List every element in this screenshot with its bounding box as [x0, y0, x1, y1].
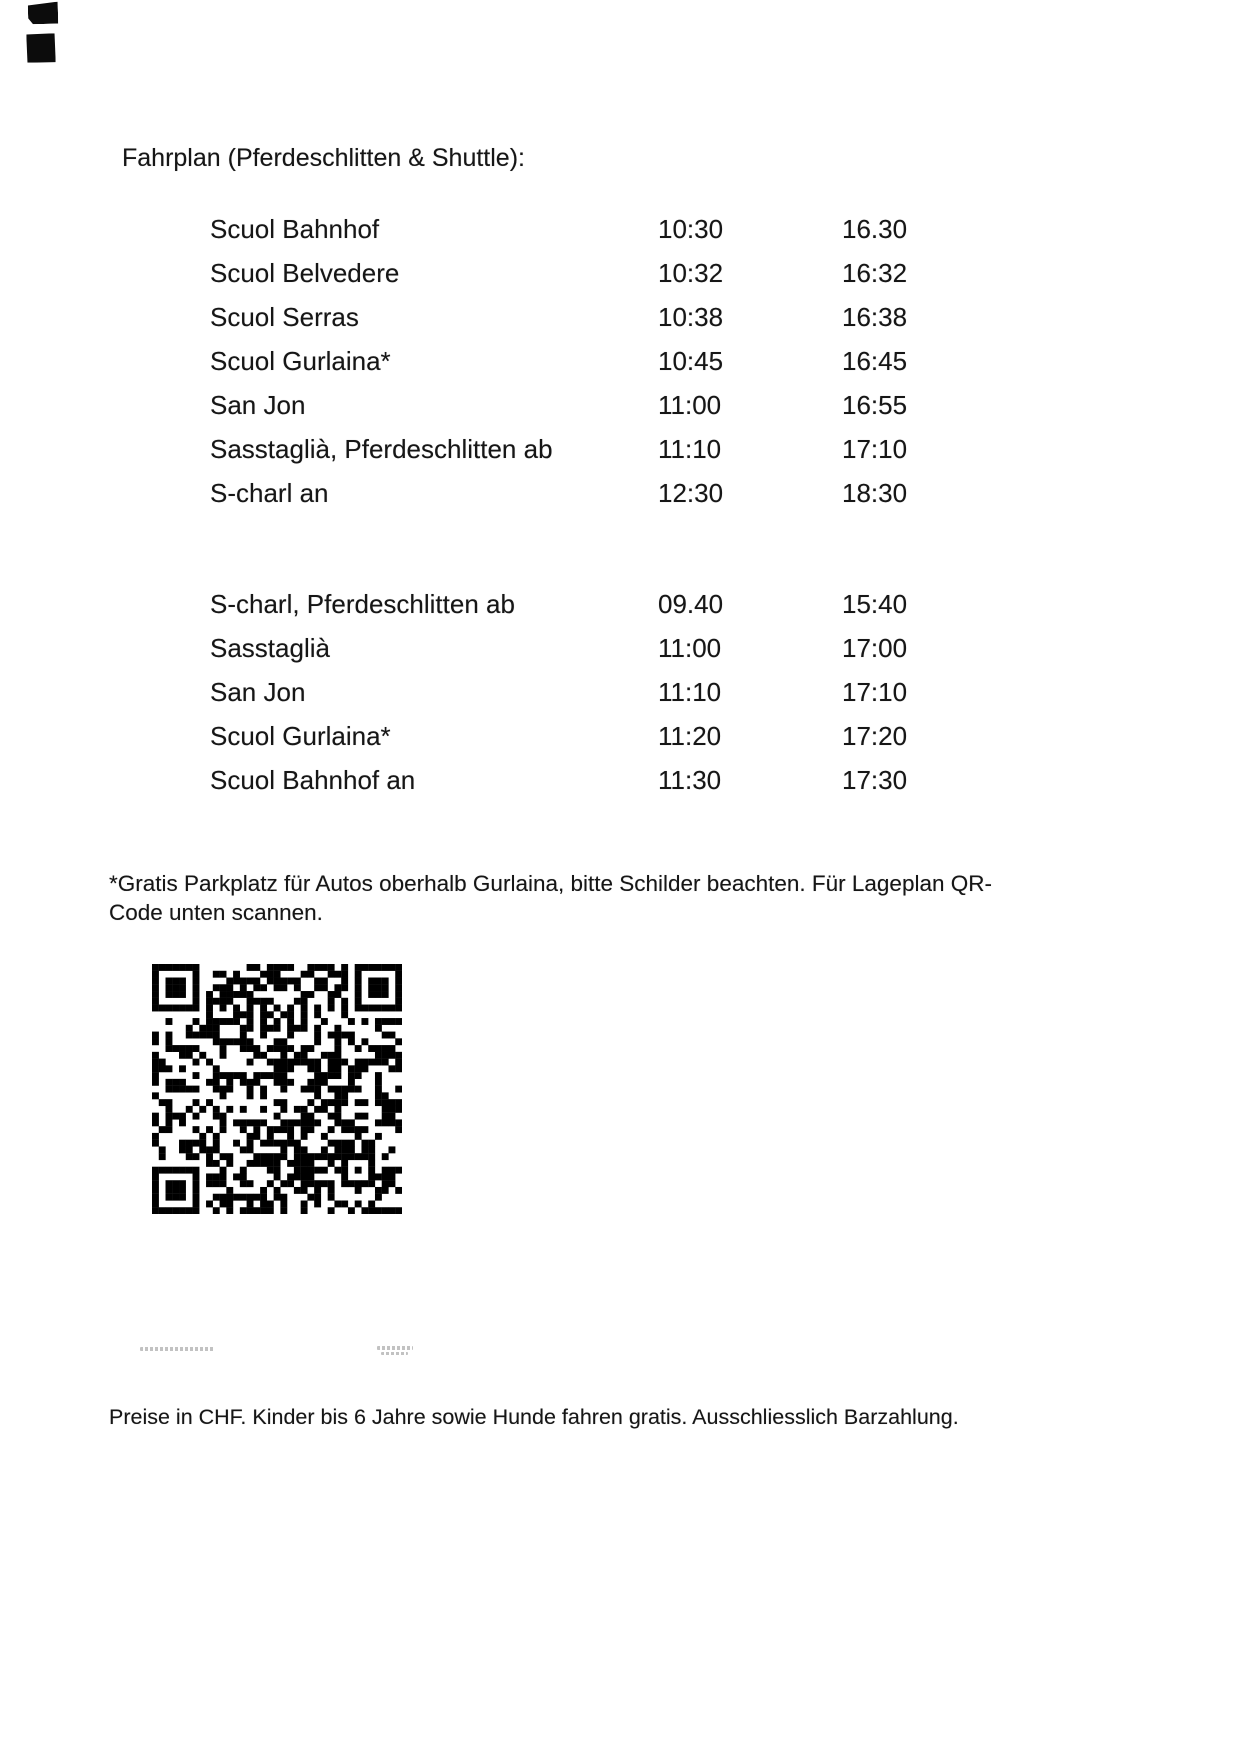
table-row	[0, 670, 1239, 714]
stop-label: S-charl, Pferdeschlitten ab	[210, 589, 515, 619]
time-run2: 16.30	[842, 214, 908, 244]
time-run2: 17:30	[842, 765, 908, 795]
stop-label: Scuol Bahnhof	[210, 214, 380, 244]
fine-print-artifact-left	[140, 1347, 214, 1351]
time-run1: 11:30	[658, 765, 722, 795]
time-run2: 17:10	[842, 434, 908, 464]
time-run2: 15:40	[842, 589, 908, 619]
time-run1: 11:10	[658, 677, 722, 707]
time-run2: 16:45	[842, 346, 908, 376]
time-run1: 11:00	[658, 633, 722, 663]
qr-code	[152, 964, 402, 1214]
table-row	[0, 714, 1239, 758]
time-run2: 16:55	[842, 390, 908, 420]
time-run2: 16:38	[842, 302, 908, 332]
stop-label: Scuol Gurlaina*	[210, 721, 391, 751]
stop-label: Scuol Belvedere	[210, 258, 400, 288]
parking-note-line1: *Gratis Parkplatz für Autos oberhalb Gurlaina, bitte Schilder beachten. Für Lageplan QR-	[109, 871, 992, 896]
time-run1: 09.40	[658, 589, 724, 619]
time-run1: 10:32	[658, 258, 724, 288]
fine-print-artifact-right-line1	[377, 1346, 413, 1350]
time-run2: 17:20	[842, 721, 908, 751]
time-run1: 11:10	[658, 434, 722, 464]
time-run2: 17:00	[842, 633, 908, 663]
table-row	[0, 471, 1239, 515]
time-run1: 11:00	[658, 390, 722, 420]
stop-label: Sasstaglià, Pferdeschlitten ab	[210, 434, 553, 464]
time-run2: 18:30	[842, 478, 908, 508]
time-run1: 12:30	[658, 478, 724, 508]
table-row	[0, 626, 1239, 670]
stop-label: Scuol Gurlaina*	[210, 346, 391, 376]
time-run1: 10:38	[658, 302, 724, 332]
stop-label: San Jon	[210, 677, 306, 707]
table-row	[0, 207, 1239, 251]
time-run1: 11:20	[658, 721, 722, 751]
time-run1: 10:30	[658, 214, 724, 244]
table-row	[0, 427, 1239, 471]
stop-label: San Jon	[210, 390, 306, 420]
parking-note	[109, 869, 1139, 927]
table-row	[0, 758, 1239, 802]
pricing-note: Preise in CHF. Kinder bis 6 Jahre sowie Hunde fahren gratis. Ausschliesslich Barzahlung.	[109, 1405, 959, 1429]
table-row	[0, 339, 1239, 383]
stop-label: S-charl an	[210, 478, 329, 508]
scan-artifact-mark-bottom	[26, 33, 57, 64]
stop-label: Sasstaglià	[210, 633, 330, 663]
table-row	[0, 582, 1239, 626]
timetable-outbound	[0, 207, 1239, 515]
stop-label: Scuol Bahnhof an	[210, 765, 416, 795]
table-row	[0, 251, 1239, 295]
table-row	[0, 295, 1239, 339]
scan-artifact-mark-top	[28, 2, 59, 25]
fine-print-artifact-right-line2	[381, 1352, 408, 1355]
timetable-return	[0, 582, 1239, 802]
parking-note-line2: Code unten scannen.	[109, 900, 323, 925]
time-run1: 10:45	[658, 346, 724, 376]
page-title: Fahrplan (Pferdeschlitten & Shuttle):	[122, 144, 525, 172]
stop-label: Scuol Serras	[210, 302, 359, 332]
time-run2: 17:10	[842, 677, 908, 707]
table-row	[0, 383, 1239, 427]
time-run2: 16:32	[842, 258, 908, 288]
